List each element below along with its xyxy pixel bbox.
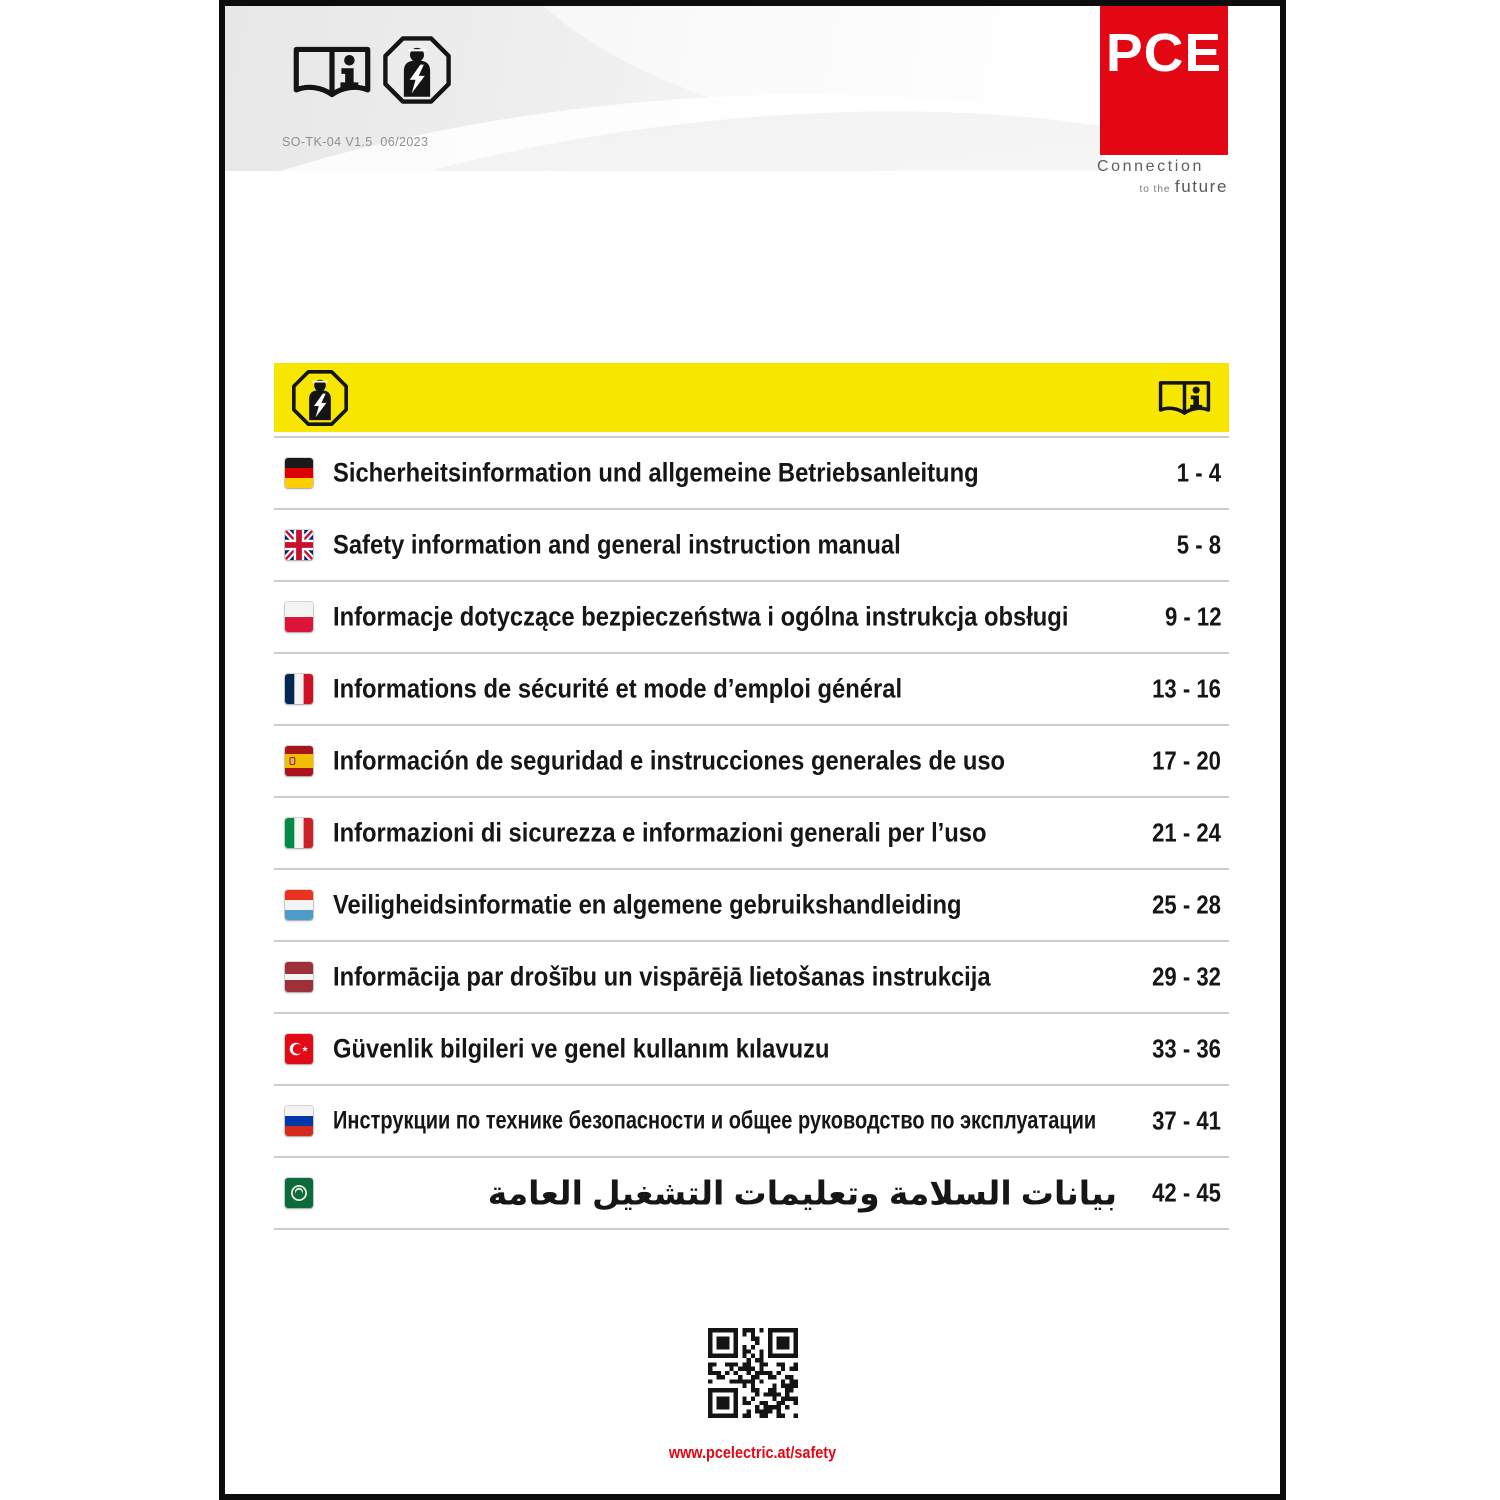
document-page [219,0,1286,1500]
toc-pages: 1 - 4 [1176,457,1221,488]
toc-label: Sicherheitsinformation und allgemeine Betriebsanleitung [333,457,979,488]
toc-pages: 37 - 41 [1152,1105,1221,1136]
flag-spain-icon [285,746,313,776]
toc-pages: 25 - 28 [1152,889,1221,920]
pce-logo [1100,6,1228,155]
flag-poland-icon [285,602,313,632]
document-code: SO-TK-04 V1.5 06/2023 [282,135,429,149]
flag-italy-icon [285,818,313,848]
instruction-manual-icon [285,39,379,105]
toc-label: بيانات السلامة وتعليمات التشغيل العامة [487,1174,1117,1212]
brand-tagline [1097,158,1228,197]
flag-turkey-icon [285,1034,313,1064]
toc-pages: 13 - 16 [1152,673,1221,704]
toc-row-german [274,438,1229,510]
toc-row-english [274,510,1229,582]
flag-germany-icon [285,458,313,488]
toc-label: Informazioni di sicurezza e informazioni generali per l’uso [333,817,987,848]
flag-russia-icon [285,1106,313,1136]
qr-code [708,1328,798,1418]
language-toc [274,436,1229,1230]
flag-france-icon [285,674,313,704]
toc-pages: 5 - 8 [1176,529,1221,560]
toc-row-turkish [274,1014,1229,1086]
toc-pages: 29 - 32 [1152,961,1221,992]
toc-row-arabic [274,1158,1229,1230]
toc-row-french [274,654,1229,726]
toc-label: Informacje dotyczące bezpieczeństwa i ogólna instrukcja obsługi [333,601,1069,632]
toc-pages: 17 - 20 [1152,745,1221,776]
flag-united-kingdom-icon [285,530,313,560]
qualified-electrician-icon [382,35,452,105]
toc-pages: 21 - 24 [1152,817,1221,848]
toc-row-latvian [274,942,1229,1014]
pce-logo-text: PCE [1105,23,1223,83]
tagline-line2: to the future [1139,177,1228,196]
instruction-manual-icon [1153,376,1216,420]
flag-arab-league-icon [285,1178,313,1208]
toc-label: Инструкции по технике безопасности и общее руководство по эксплуатации [333,1106,1097,1135]
toc-pages: 33 - 36 [1152,1033,1221,1064]
toc-row-dutch [274,870,1229,942]
tagline-line1: Connection [1097,158,1204,175]
toc-row-italian [274,798,1229,870]
toc-label: Información de seguridad e instrucciones generales de uso [333,745,1006,776]
toc-row-spanish [274,726,1229,798]
toc-label: Güvenlik bilgileri ve genel kullanım kılavuzu [333,1033,830,1064]
toc-row-polish [274,582,1229,654]
safety-banner [274,363,1229,432]
toc-label: Veiligheidsinformatie en algemene gebruikshandleiding [333,889,962,920]
toc-label: Safety information and general instruction manual [333,529,901,560]
toc-label: Informations de sécurité et mode d’emploi général [333,673,903,704]
toc-row-russian [274,1086,1229,1158]
toc-pages: 9 - 12 [1164,601,1221,632]
safety-url-link[interactable]: www.pcelectric.at/safety [668,1443,837,1462]
toc-pages: 42 - 45 [1152,1177,1221,1208]
toc-label: Informācija par drošību un vispārējā lietošanas instrukcija [333,961,991,992]
flag-latvia-icon [285,962,313,992]
qualified-electrician-icon [291,369,349,427]
flag-netherlands-icon [285,890,313,920]
